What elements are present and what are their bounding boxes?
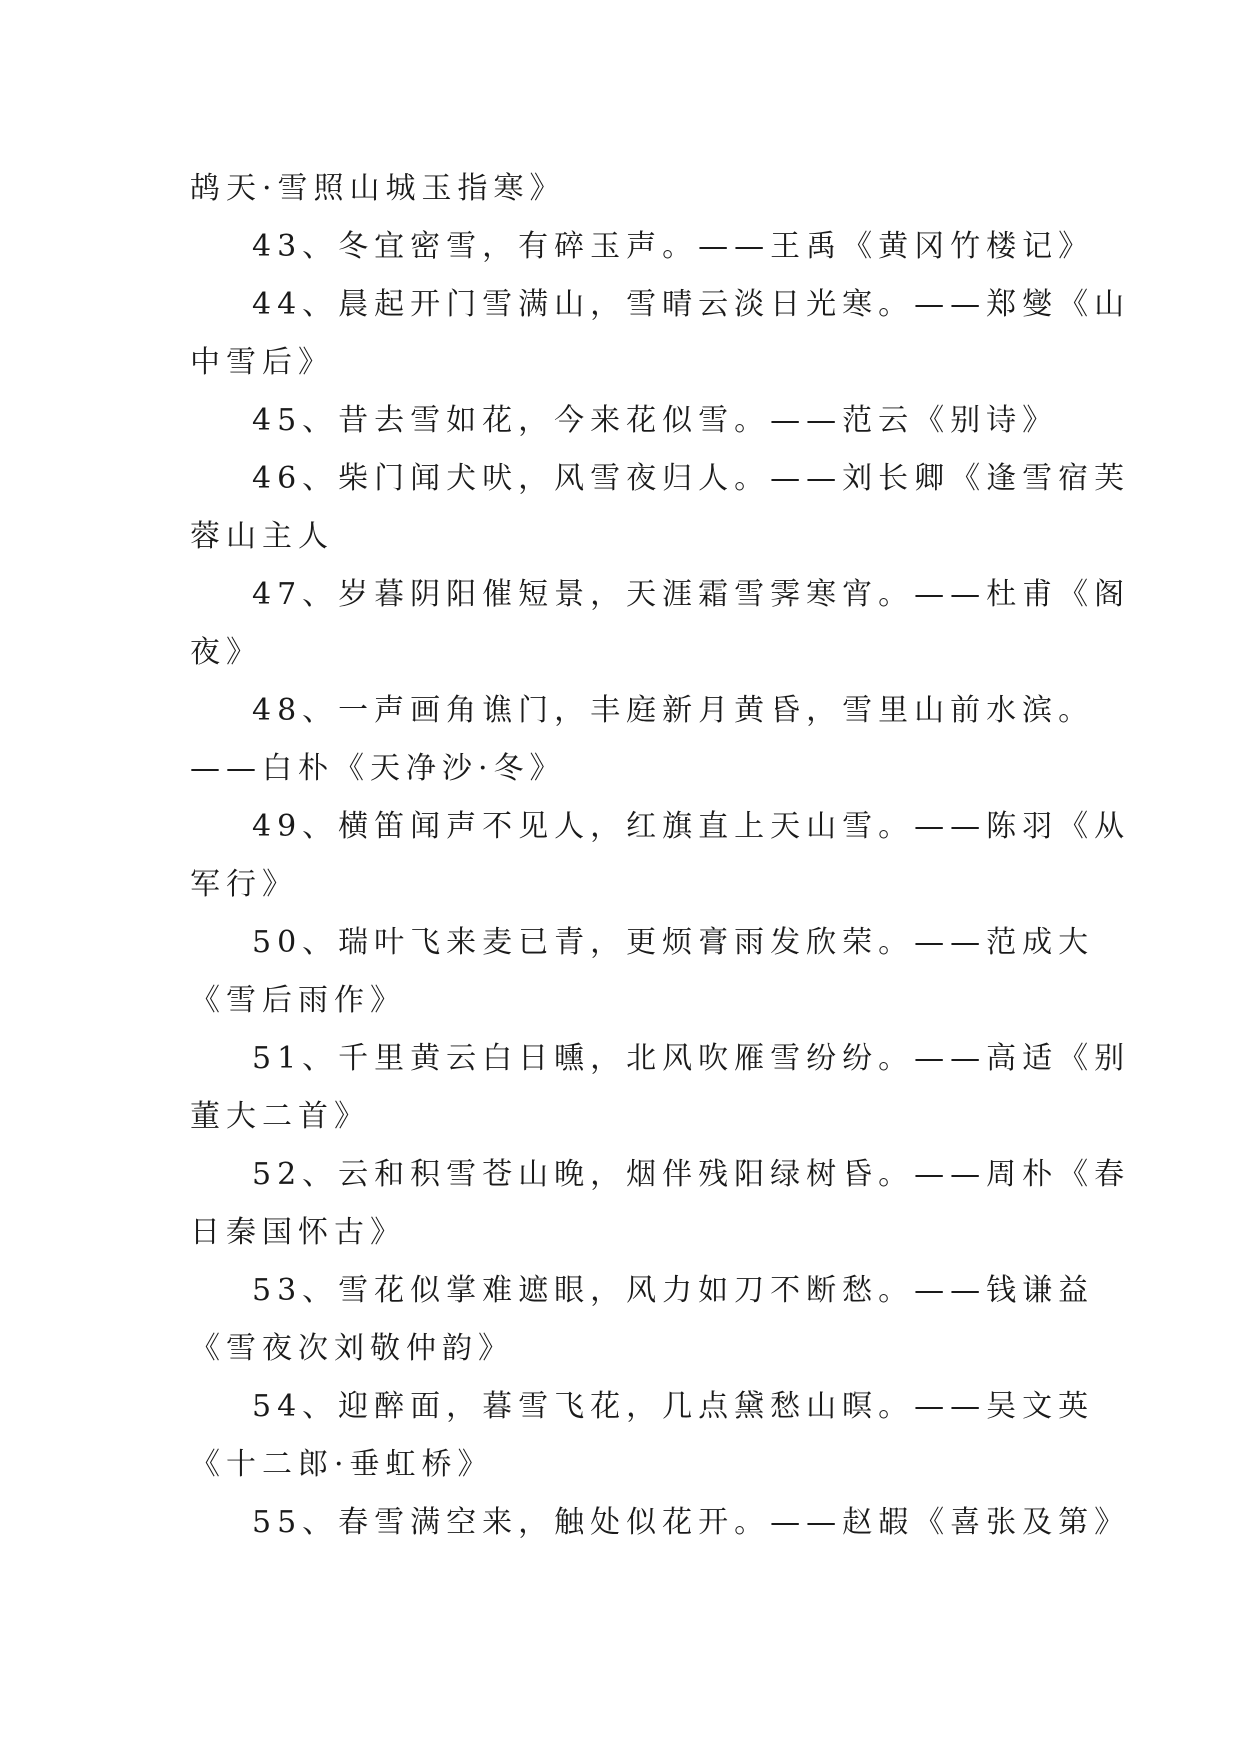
text-line: 夜》 bbox=[190, 635, 262, 670]
text-line: 51、千里黄云白日曛，北风吹雁雪纷纷。——高适《别 bbox=[252, 1041, 1131, 1076]
text-line: 53、雪花似掌难遮眼，风力如刀不断愁。——钱谦益 bbox=[252, 1273, 1095, 1308]
text-line: 43、冬宜密雪，有碎玉声。——王禹《黄冈竹楼记》 bbox=[252, 229, 1095, 264]
text-line: 44、晨起开门雪满山，雪晴云淡日光寒。——郑燮《山 bbox=[252, 287, 1131, 322]
text-line: 48、一声画角谯门，丰庭新月黄昏，雪里山前水滨。 bbox=[252, 693, 1095, 728]
text-line: 49、横笛闻声不见人，红旗直上天山雪。——陈羽《从 bbox=[252, 809, 1131, 844]
text-line: 47、岁暮阴阳催短景，天涯霜雪霁寒宵。——杜甫《阁 bbox=[252, 577, 1131, 612]
text-line: 55、春雪满空来，触处似花开。——赵嘏《喜张及第》 bbox=[252, 1505, 1131, 1540]
text-line: 蓉山主人 bbox=[190, 519, 334, 554]
text-line: 46、柴门闻犬吠，风雪夜归人。——刘长卿《逢雪宿芙 bbox=[252, 461, 1131, 496]
text-line: 45、昔去雪如花，今来花似雪。——范云《别诗》 bbox=[252, 403, 1059, 438]
text-line: 54、迎醉面，暮雪飞花，几点黛愁山暝。——吴文英 bbox=[252, 1389, 1095, 1424]
text-line: 中雪后》 bbox=[190, 345, 334, 380]
text-line: ——白朴《天净沙·冬》 bbox=[190, 751, 566, 786]
text-line: 鸪天·雪照山城玉指寒》 bbox=[190, 171, 566, 206]
text-line: 董大二首》 bbox=[190, 1099, 370, 1134]
document-body bbox=[190, 160, 1131, 1552]
text-line: 《十二郎·垂虹桥》 bbox=[190, 1447, 494, 1482]
text-line: 52、云和积雪苍山晚，烟伴残阳绿树昏。——周朴《春 bbox=[252, 1157, 1131, 1192]
text-line: 日秦国怀古》 bbox=[190, 1215, 406, 1250]
text-line: 军行》 bbox=[190, 867, 298, 902]
text-line: 《雪后雨作》 bbox=[190, 983, 406, 1018]
text-line: 《雪夜次刘敬仲韵》 bbox=[190, 1331, 514, 1366]
text-line: 50、瑞叶飞来麦已青，更烦膏雨发欣荣。——范成大 bbox=[252, 925, 1095, 960]
